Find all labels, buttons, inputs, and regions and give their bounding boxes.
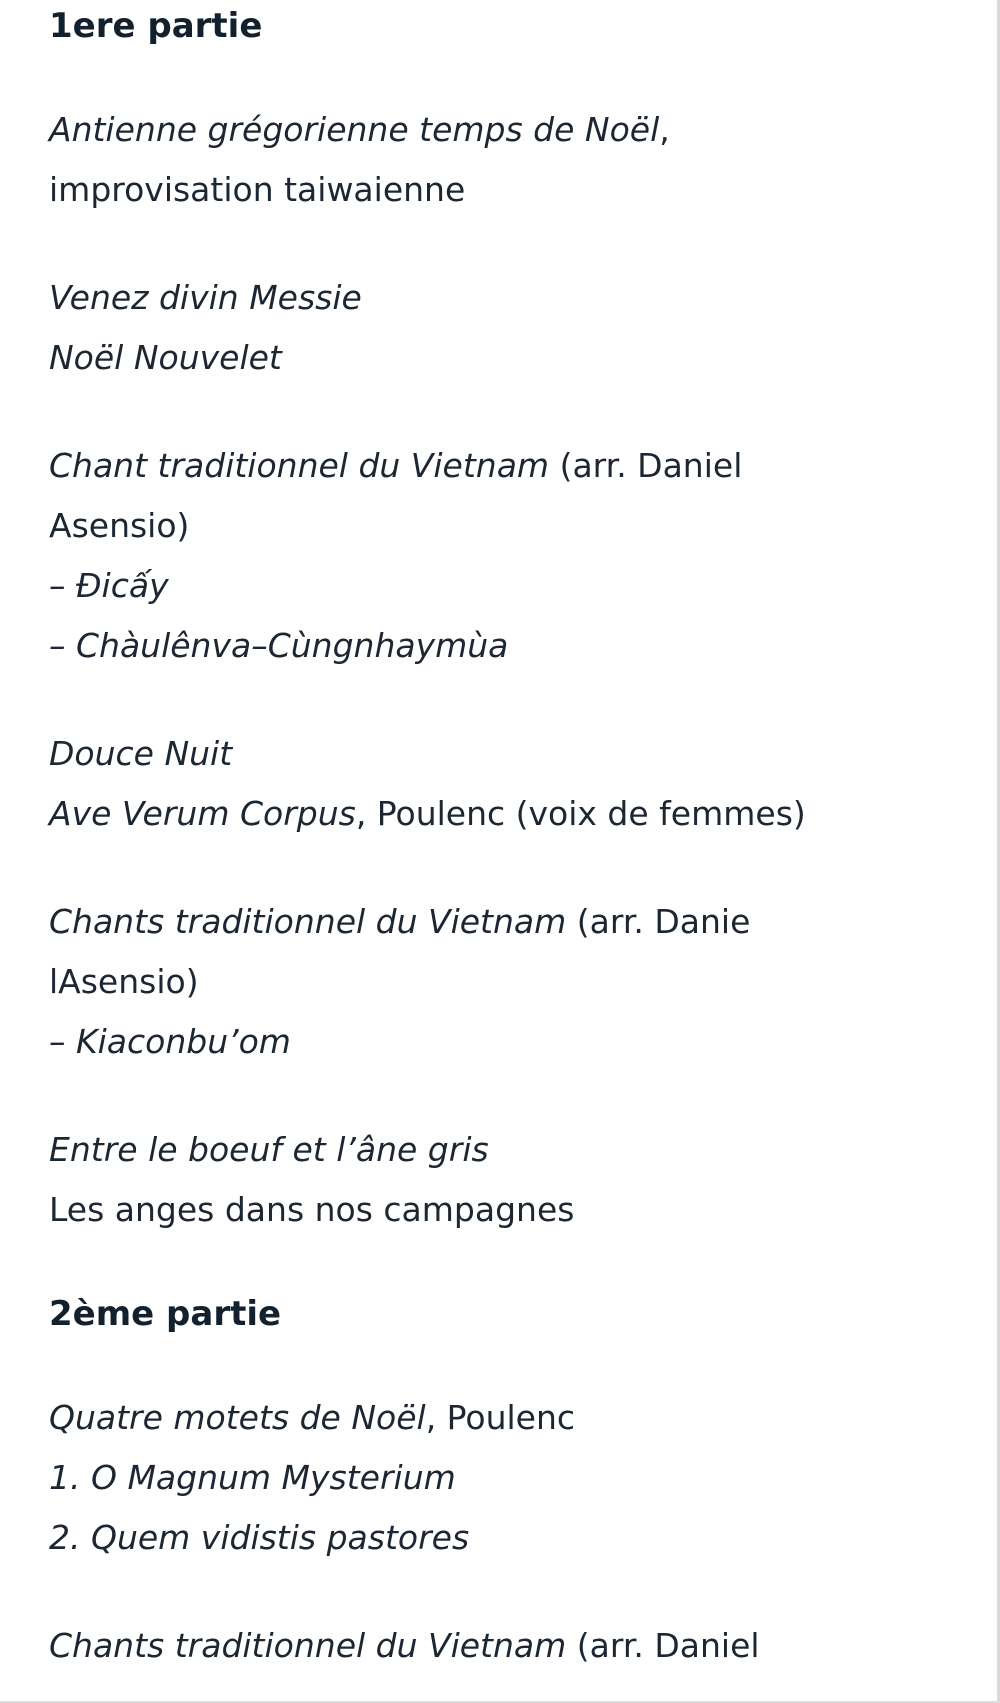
program-line — [49, 556, 979, 616]
piece-title: 2. Quem vidistis pastores — [49, 1518, 470, 1557]
piece-note: lAsensio) — [49, 962, 199, 1001]
piece-note: (arr. Daniel — [566, 1626, 760, 1665]
spacer — [49, 1072, 979, 1120]
piece-title: 1. O Magnum Mysterium — [49, 1458, 456, 1497]
piece-title: Noël Nouvelet — [49, 338, 282, 377]
program-group — [49, 436, 979, 676]
piece-title: Chant traditionnel du Vietnam — [49, 446, 550, 485]
program-group — [49, 100, 979, 220]
piece-title: Entre le boeuf et l’âne gris — [49, 1130, 489, 1169]
piece-note: , — [659, 110, 670, 149]
program-line — [49, 724, 979, 784]
spacer — [49, 1240, 979, 1288]
spacer — [49, 220, 979, 268]
program-group — [49, 268, 979, 388]
program-line — [49, 328, 979, 388]
piece-title: Chants traditionnel du Vietnam — [49, 902, 567, 941]
program-content — [49, 0, 979, 1676]
spacer — [49, 52, 979, 100]
piece-title: Douce Nuit — [49, 734, 233, 773]
spacer — [49, 388, 979, 436]
piece-note: improvisation taiwaienne — [49, 170, 466, 209]
piece-title: – Chàulênva–Cùngnhaymùa — [49, 626, 509, 665]
section-heading-part2: 2ème partie — [49, 1294, 282, 1334]
program-group — [49, 1616, 979, 1676]
program-line — [49, 952, 979, 1012]
program-line — [49, 1012, 979, 1072]
program-line — [49, 1616, 979, 1676]
piece-note: Asensio) — [49, 506, 190, 545]
program-line — [49, 1508, 979, 1568]
program-group — [49, 724, 979, 844]
spacer — [49, 844, 979, 892]
program-group — [49, 1120, 979, 1240]
program-line — [49, 1180, 979, 1240]
piece-title: Antienne grégorienne temps de Noël — [49, 110, 660, 149]
section-heading-part1: 1ere partie — [49, 6, 263, 46]
piece-title: – Kiaconbu’om — [49, 1022, 291, 1061]
piece-title: – Đicấy — [49, 566, 169, 605]
program-group — [49, 892, 979, 1072]
program-line — [49, 496, 979, 556]
piece-note: (arr. Daniel — [549, 446, 743, 485]
piece-note: (arr. Danie — [566, 902, 751, 941]
program-line — [49, 160, 979, 220]
piece-note: Les anges dans nos campagnes — [49, 1190, 575, 1229]
program-line — [49, 1120, 979, 1180]
program-line — [49, 1388, 979, 1448]
program-line — [49, 892, 979, 952]
program-line — [49, 784, 979, 844]
spacer — [49, 1568, 979, 1616]
piece-title: Ave Verum Corpus — [49, 794, 356, 833]
piece-note: , Poulenc — [425, 1398, 576, 1437]
piece-title: Quatre motets de Noël — [49, 1398, 426, 1437]
program-line — [49, 268, 979, 328]
piece-title: Chants traditionnel du Vietnam — [49, 1626, 567, 1665]
program-line — [49, 100, 979, 160]
program-line — [49, 436, 979, 496]
piece-note: , Poulenc (voix de femmes) — [355, 794, 806, 833]
spacer — [49, 1340, 979, 1388]
program-group — [49, 1388, 979, 1568]
spacer — [49, 676, 979, 724]
program-line — [49, 1448, 979, 1508]
piece-title: Venez divin Messie — [49, 278, 362, 317]
program-line — [49, 616, 979, 676]
